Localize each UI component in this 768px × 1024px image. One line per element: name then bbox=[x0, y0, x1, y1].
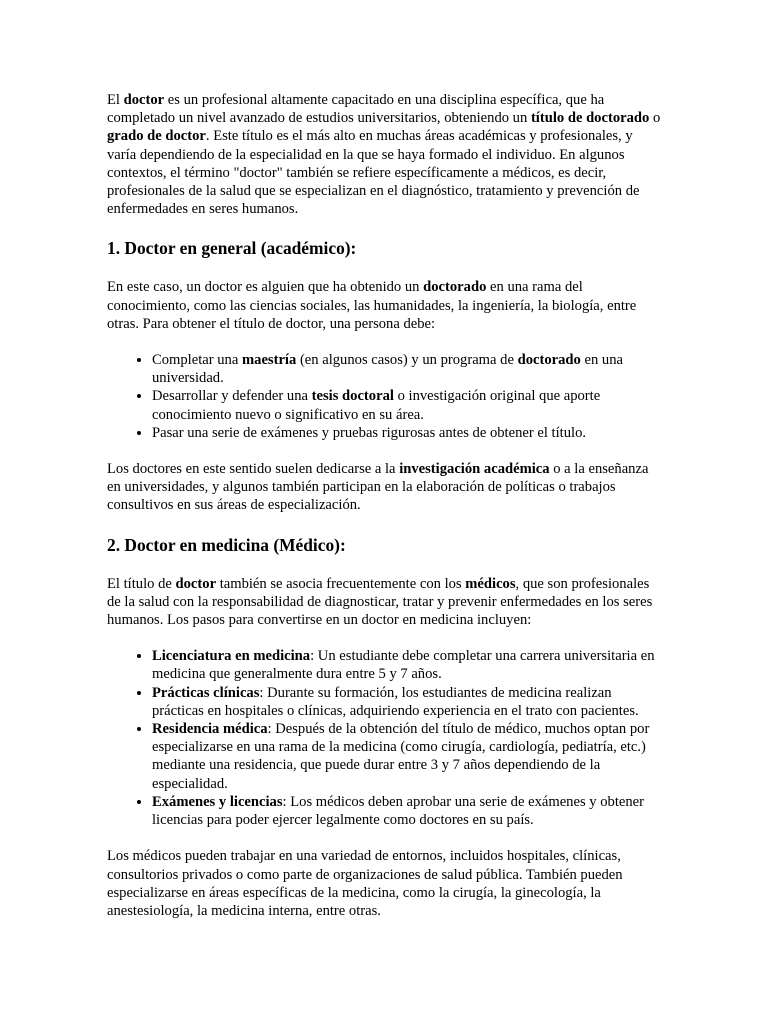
list-item bbox=[152, 424, 663, 442]
list-item bbox=[152, 720, 663, 793]
bold-term: doctorado bbox=[517, 352, 581, 369]
bold-term: doctorado bbox=[423, 279, 487, 296]
text-run: (en algunos casos) y un programa de bbox=[296, 352, 518, 369]
section-1-intro-paragraph bbox=[107, 278, 663, 333]
text-run: también se asocia frecuentemente con los bbox=[216, 575, 466, 592]
text-run: o investigación original que aporte conocimiento nuevo o significativo en su área. bbox=[152, 388, 601, 423]
text-run: : Los médicos deben aprobar una serie de exámenes y obtener licencias para poder ejercer legalmente como doctores en su país. bbox=[152, 793, 644, 829]
text-run: Completar una bbox=[152, 352, 242, 369]
list-item bbox=[152, 351, 663, 387]
bold-term: título de doctorado bbox=[530, 110, 650, 127]
section-2-intro-paragraph bbox=[107, 575, 663, 630]
section-1-heading: 1. Doctor en general (académico): bbox=[107, 238, 357, 259]
section-2-list bbox=[107, 647, 663, 829]
text-run: en una universidad. bbox=[152, 352, 623, 387]
bold-term: tesis doctoral bbox=[311, 388, 394, 405]
text-run: Desarrollar y defender una bbox=[152, 388, 312, 405]
text-run: El título de bbox=[107, 575, 176, 592]
section-2-heading: 2. Doctor en medicina (Médico): bbox=[107, 534, 346, 555]
text-run: . Este título es el más alto en muchas áreas académicas y profesionales, y varía dependiendo de la especialidad en la que se haya formado el individuo. En algunos contextos, el término "doctor" también se refiere específicamente a médicos, es decir, profesionales de la salud que se especializan en el diagnóstico, tratamiento y prevención de enfermedades en seres humanos. bbox=[107, 128, 640, 218]
bold-term: Prácticas clínicas bbox=[152, 684, 260, 701]
text-run: Los doctores en este sentido suelen dedicarse a la bbox=[107, 461, 400, 478]
text-run: en una rama del conocimiento, como las ciencias sociales, las humanidades, la ingeniería, la biología, entre otras. Para obtener el título de doctor, una persona debe: bbox=[107, 279, 637, 332]
text-run: o bbox=[649, 110, 661, 127]
list-item bbox=[152, 647, 663, 683]
section-2-closing-paragraph: Los médicos pueden trabajar en una variedad de entornos, incluidos hospitales, clínicas, consultorios privados o como parte de organizaciones de salud pública. También pueden especializarse en áreas específicas de la medicina, como la cirugía, la ginecología, la anestesiología, la medicina interna, entre otras. bbox=[107, 848, 623, 919]
text-run: es un profesional altamente capacitado en una disciplina específica, que ha completado un nivel avanzado de estudios universitarios, obteniendo un bbox=[107, 92, 605, 127]
bold-term: investigación académica bbox=[399, 461, 550, 478]
text-run: En este caso, un doctor es alguien que ha obtenido un bbox=[107, 279, 424, 296]
bold-term: médicos bbox=[465, 575, 516, 592]
text-run: El bbox=[107, 92, 124, 108]
intro-paragraph bbox=[107, 91, 663, 218]
section-1-list bbox=[107, 351, 663, 442]
list-item bbox=[152, 387, 663, 423]
bold-term: Residencia médica bbox=[152, 721, 268, 738]
text-run: Pasar una serie de exámenes y pruebas rigurosas antes de obtener el título. bbox=[152, 424, 587, 441]
bold-term: doctor bbox=[123, 92, 165, 108]
bold-term: maestría bbox=[241, 352, 297, 369]
list-item bbox=[152, 684, 663, 720]
list-item bbox=[152, 793, 663, 829]
text-run: : Un estudiante debe completar una carrera universitaria en medicina que generalmente dura entre 5 y 7 años. bbox=[152, 648, 655, 683]
bold-term: doctor bbox=[175, 575, 217, 592]
text-run: : Durante su formación, los estudiantes de medicina realizan prácticas en hospitales o clínicas, adquiriendo experiencia en el trato con pacientes. bbox=[152, 684, 639, 719]
text-run: , que son profesionales de la salud con la responsabilidad de diagnosticar, tratar y prevenir enfermedades en los seres humanos. Los pasos para convertirse en un doctor en medicina incluyen: bbox=[107, 575, 653, 629]
document-page bbox=[107, 91, 663, 920]
bold-term: grado de doctor bbox=[107, 128, 206, 145]
text-run: : Después de la obtención del título de médico, muchos optan por especializarse en una rama de la medicina (como cirugía, cardiología, pediatría, etc.) mediante una residencia, que puede durar entre 3 y 7 años dependiendo de la especialidad. bbox=[152, 721, 650, 792]
bold-term: Licenciatura en medicina bbox=[152, 648, 311, 665]
bold-term: Exámenes y licencias bbox=[152, 793, 283, 810]
section-1-closing-paragraph bbox=[107, 460, 663, 515]
text-run: o a la enseñanza en universidades, y algunos también participan en la elaboración de políticas o trabajos consultivos en sus áreas de especialización. bbox=[107, 461, 649, 514]
